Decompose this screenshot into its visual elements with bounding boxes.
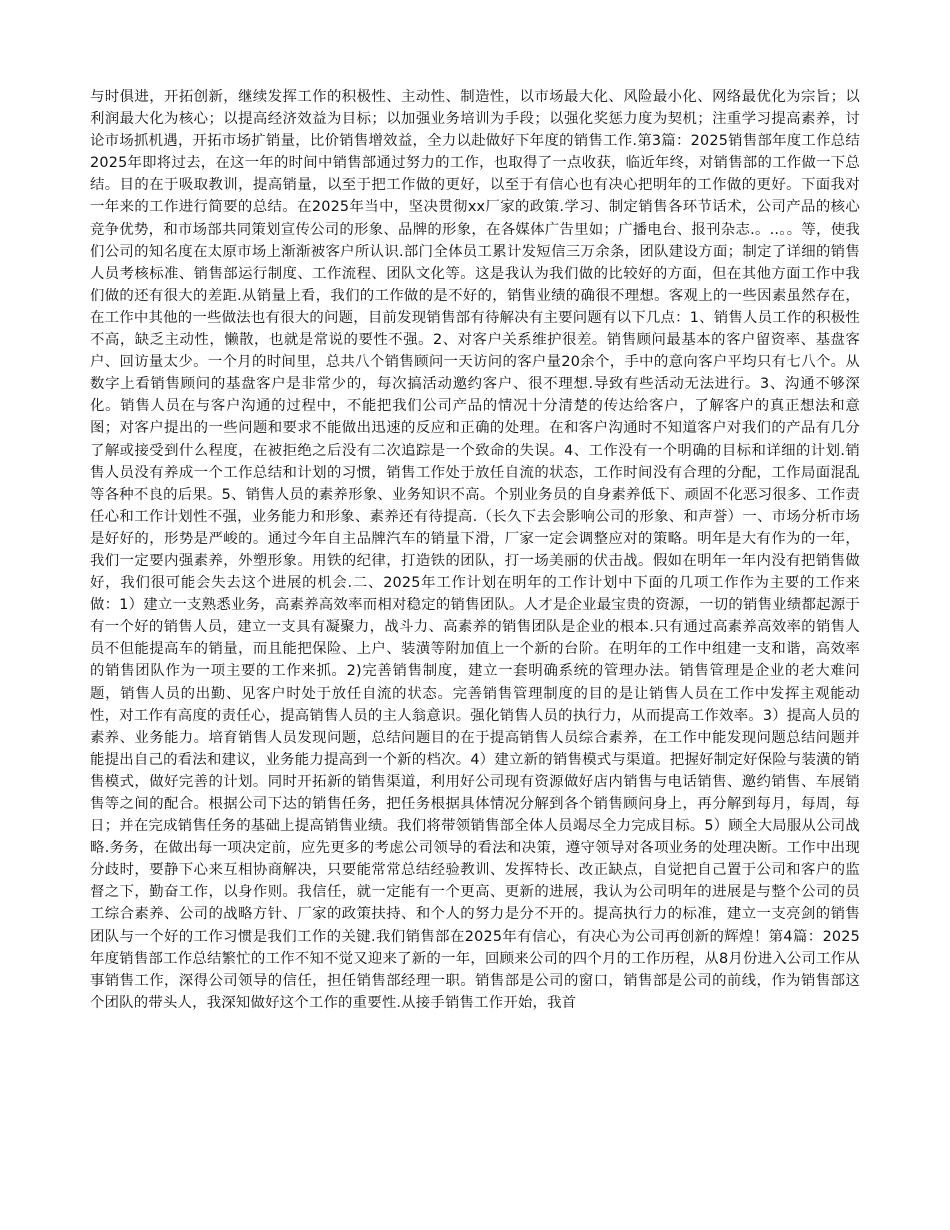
body-text: 与时俱进，开拓创新，继续发挥工作的积极性、主动性、制造性，以市场最大化、风险最小化、网络最优化为宗旨；以利润最大化为核心；以提高经济效益为目标；以加强业务培训为手段；以强化奖惩力度为契机；注重学习提高素养，讨论市场抓机遇，开拓市场扩销量，比价销售增效益，全力以赴做好下年度的销售工作.第3篇：2025销售部年度工作总结2025年即将过去，在这一年的时间中销售部通过努力的工作，也取得了一点收获，临近年终，对销售部的工作做一下总结。目的在于吸取教训，提高销量，以至于把工作做的更好，以至于有信心也有决心把明年的工作做的更好。下面我对一年来的工作进行简要的总结。在2025年当中，坚决贯彻xx厂家的政策.学习、制定销售各环节话术，公司产品的核心竞争优势，和市场部共同策划宣传公司的形象、品牌的形象，在各媒体广告里如；广播电台、报刊杂志.。..。。等，使我们公司的知名度在太原市场上渐渐被客户所认识.部门全体员工累计发短信三万余条，团队建设方面；制定了详细的销售人员考核标准、销售部运行制度、工作流程、团队文化等。这是我认为我们做的比较好的方面，但在其他方面工作中我们做的还有很大的差距.从销量上看，我们的工作做的是不好的，销售业绩的确很不理想。客观上的一些因素虽然存在，在工作中其他的一些做法也有很大的问题，目前发现销售部有待解决有主要问题有以下几点：1、销售人员工作的积极性不高，缺乏主动性，懒散，也就是常说的要性不强。2、对客户关系维护很差。销售顾问最基本的客户留资率、基盘客户、回访量太少。一个月的时间里，总共八个销售顾问一天访问的客户量20余个，手中的意向客户平均只有七八个。从数字上看销售顾问的基盘客户是非常少的，每次搞活动邀约客户、很不理想.导致有些活动无法进行。3、沟通不够深化。销售人员在与客户沟通的过程中，不能把我们公司产品的情况十分清楚的传达给客户，了解客户的真正想法和意图；对客户提出的一些问题和要求不能做出迅速的反应和正确的处理。在和客户沟通时不知道客户对我们的产品有几分了解或接受到什么程度，在被拒绝之后没有二次追踪是一个致命的失误。4、工作没有一个明确的目标和详细的计划.销售人员没有养成一个工作总结和计划的习惯，销售工作处于放任自流的状态，工作时间没有合理的分配，工作局面混乱等各种不良的后果。5、销售人员的素养形象、业务知识不高。个别业务员的自身素养低下、顽固不化恶习很多、工作责任心和工作计划性不强，业务能力和形象、素养还有待提高.（长久下去会影响公司的形象、和声誉）一、市场分析市场是好好的，形势是严峻的。通过今年自主品牌汽车的销量下滑，厂家一定会调整应对的策略。明年是大有作为的一年，我们一定要内强素养，外塑形象。用铁的纪律，打造铁的团队，打一场美丽的伏击战。假如在明年一年内没有把销售做好，我们很可能会失去这个进展的机会.二、2025年工作计划在明年的工作计划中下面的几项工作作为主要的工作来做：1）建立一支熟悉业务，高素养高效率而相对稳定的销售团队。人才是企业最宝贵的资源，一切的销售业绩都起源于有一个好的销售人员，建立一支具有凝聚力，战斗力、高素养的销售团队是企业的根本.只有通过高素养高效率的销售人员不但能提高车的销量，而且能把保险、上户、装潢等附加值上一个新的台阶。在明年的工作中组建一支和谐，高效率的销售团队作为一项主要的工作来抓。2)完善销售制度，建立一套明确系统的管理办法。销售管理是企业的老大难问题，销售人员的出勤、见客户时处于放任自流的状态。完善销售管理制度的目的是让销售人员在工作中发挥主观能动性，对工作有高度的责任心，提高销售人员的主人翁意识。强化销售人员的执行力，从而提高工作效率。3）提高人员的素养、业务能力。培育销售人员发现问题，总结问题目的在于提高销售人员综合素养，在工作中能发现问题总结问题并能提出自己的看法和建议，业务能力提高到一个新的档次。4）建立新的销售模式与渠道。把握好制定好保险与装潢的销售模式，做好完善的计划。同时开拓新的销售渠道，利用好公司现有资源做好店内销售与电话销售、邀约销售、车展销售等之间的配合。根据公司下达的销售任务，把任务根据具体情况分解到各个销售顾问身上，再分解到每月，每周，每日；并在完成销售任务的基础上提高销售业绩。我们将带领销售部全体人员竭尽全力完成目标。5）顾全大局服从公司战略.务务，在做出每一项决定前，应先更多的考虑公司领导的看法和决策，遵守领导对各项业务的处理决断。工作中出现分歧时，要静下心来互相协商解决，只要能常常总结经验教训、发挥特长、改正缺点，自觉把自己置于公司和客户的监督之下，勤奋工作，以身作则。我信任，就一定能有一个更高、更新的进展，我认为公司明年的进展是与整个公司的员工综合素养、公司的战略方针、厂家的政策扶持、和个人的努力是分不开的。提高执行力的标准，建立一支亮剑的销售团队与一个好的工作习惯是我们工作的关键.我们销售部在2025年有信心，有决心为公司再创新的辉煌！第4篇：2025年度销售部工作总结繁忙的工作不知不觉又迎来了新的一年，回顾来公司的四个月的工作历程，从8月份进入公司工作从事销售工作，深得公司领导的信任，担任销售部经理一职。销售部是公司的窗口，销售部是公司的前线，作为销售部这个团队的带头人，我深知做好这个工作的重要性.从接手销售工作开始，我首 xyxy=(90,89,860,1011)
